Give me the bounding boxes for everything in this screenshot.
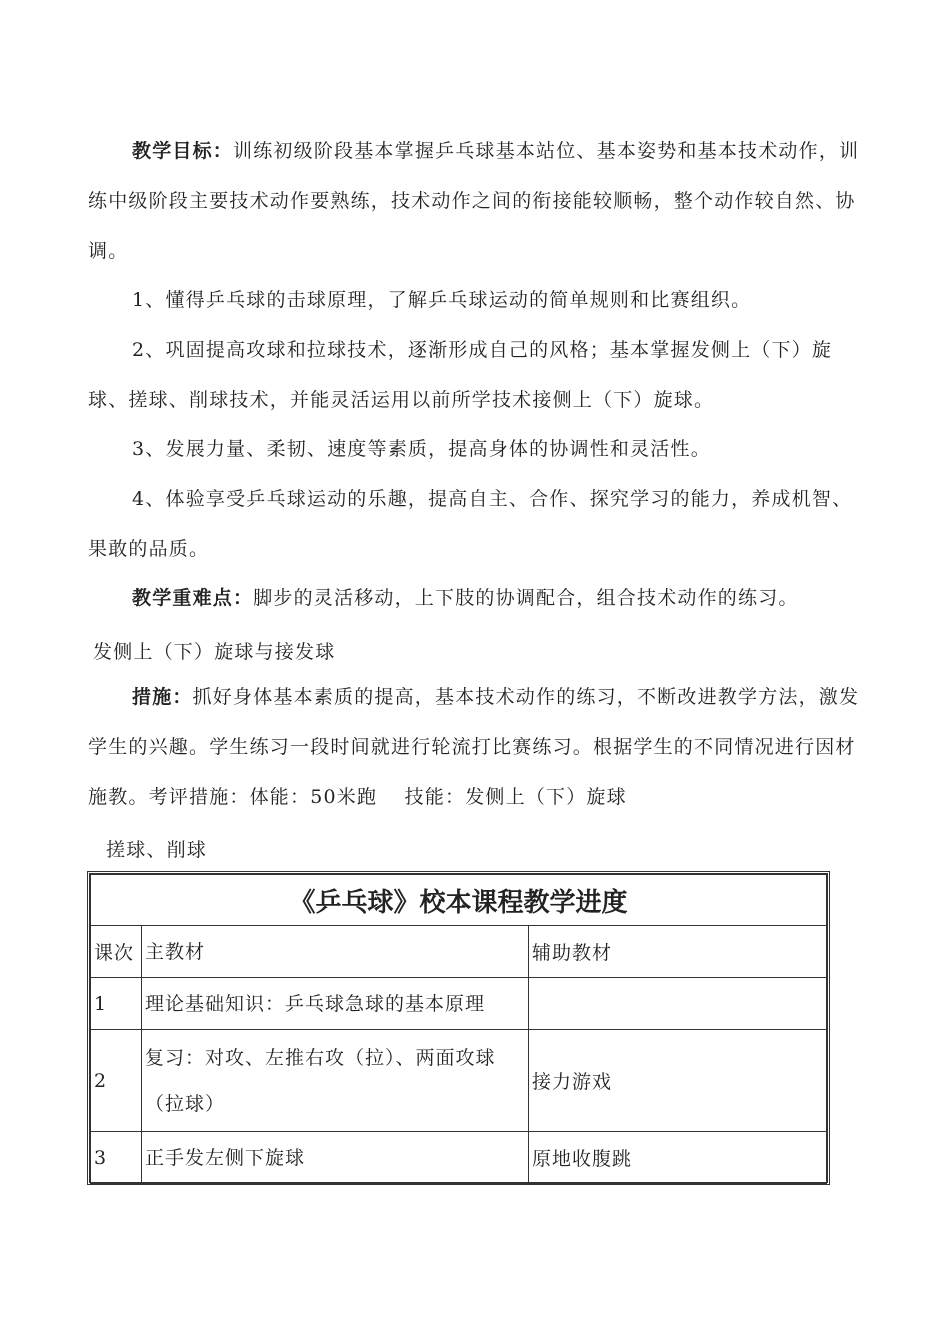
row-3-no: 3 (91, 1132, 142, 1184)
goal-item-1: 1、懂得乒乓球的击球原理，了解乒乓球运动的简单规则和比赛组织。 (132, 289, 752, 311)
measures-text: 抓好身体基本素质的提高，基本技术动作的练习，不断改进教学方法，激发学生的兴趣。学生练习一段时间就进行轮流打比赛练习。根据学生的不同情况进行因材施教。考评措施：体能：50米跑 技能：发侧上（下）旋球 (88, 686, 860, 808)
goal-item-3: 3、发展力量、柔韧、速度等素质，提高身体的协调性和灵活性。 (132, 438, 711, 460)
teaching-goals-label: 教学目标： (132, 140, 234, 162)
row-3-main: 正手发左侧下旋球 (142, 1132, 529, 1184)
table-row (91, 1132, 827, 1184)
key-points-text: 脚步的灵活移动，上下肢的协调配合，组合技术动作的练习。 (253, 587, 799, 609)
header-main-material: 主教材 (142, 926, 529, 978)
teaching-goals-paragraph (88, 126, 868, 276)
row-1-aux (529, 978, 827, 1030)
measures-extra: 搓球、削球 (106, 839, 208, 861)
goal-item-2: 2、巩固提高攻球和拉球技术，逐渐形成自己的风格；基本掌握发侧上（下）旋球、搓球、削球技术，并能灵活运用以前所学技术接侧上（下）旋球。 (88, 339, 833, 411)
row-3-aux: 原地收腹跳 (529, 1132, 827, 1184)
goal-item-4: 4、体验享受乒乓球运动的乐趣，提高自主、合作、探究学习的能力，养成机智、果敢的品质。 (88, 488, 853, 560)
teaching-goals-text: 训练初级阶段基本掌握乒乓球基本站位、基本姿势和基本技术动作，训练中级阶段主要技术动作要熟练，技术动作之间的衔接能较顺畅，整个动作较自然、协调。 (88, 140, 860, 262)
progress-table (87, 871, 830, 1185)
row-2-no: 2 (91, 1030, 142, 1132)
row-1-no: 1 (91, 978, 142, 1030)
row-1-main: 理论基础知识：乒乓球急球的基本原理 (142, 978, 529, 1030)
table-row (91, 978, 827, 1030)
key-points-paragraph (88, 573, 868, 623)
table-row (91, 1030, 827, 1132)
row-2-aux: 接力游戏 (529, 1030, 827, 1132)
row-2-main: 复习：对攻、左推右攻（拉）、两面攻球（拉球） (142, 1030, 529, 1132)
key-points-label: 教学重难点： (132, 587, 254, 609)
measures-paragraph (88, 672, 868, 822)
key-points-extra: 发侧上（下）旋球与接发球 (93, 641, 336, 663)
table-header-row (91, 926, 827, 978)
header-lesson: 课次 (91, 926, 142, 978)
table-title: 《乒乓球》校本课程教学进度 (91, 875, 827, 926)
header-aux-material: 辅助教材 (529, 926, 827, 978)
measures-label: 措施： (132, 686, 193, 708)
